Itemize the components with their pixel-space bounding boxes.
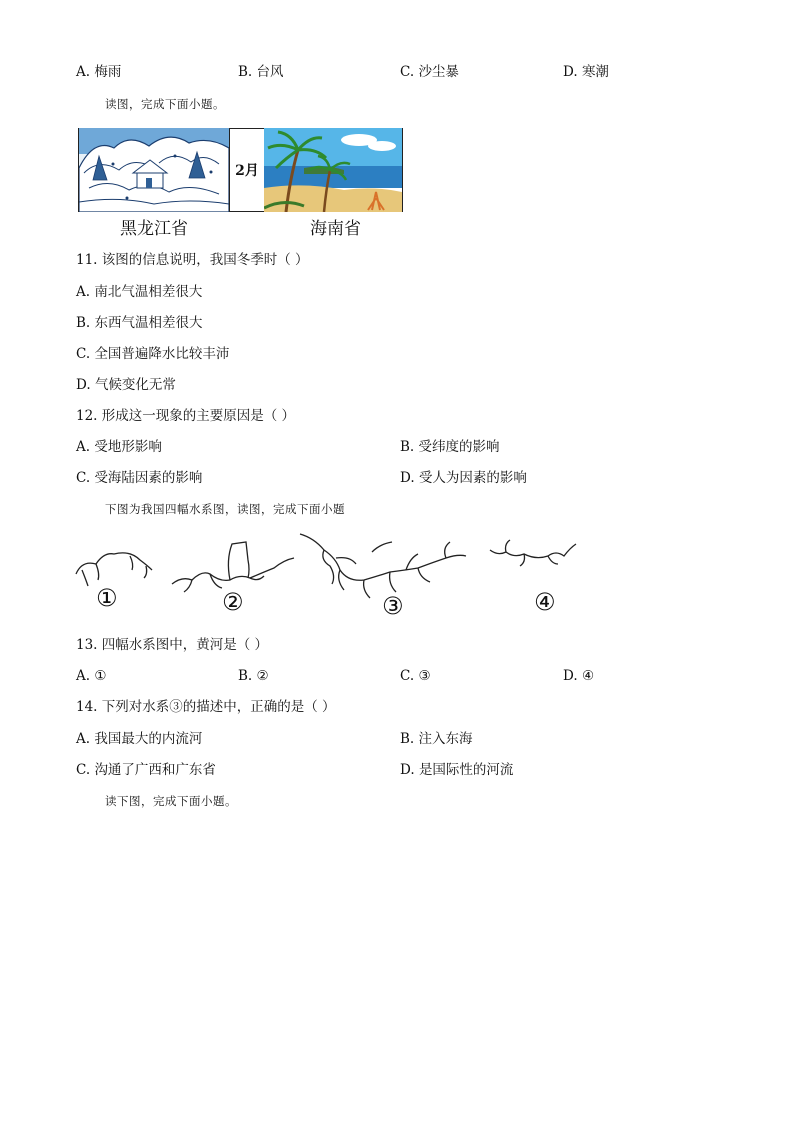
- tropical-scene-image: [264, 128, 402, 212]
- q13-option-d: D. ④: [563, 668, 595, 684]
- q11-option-d: D. 气候变化无常: [76, 377, 176, 393]
- q10-option-b: B. 台风: [238, 64, 284, 80]
- intro-text-3: 读下图，完成下面小题。: [105, 794, 237, 808]
- q12-option-c: C. 受海陆因素的影响: [76, 470, 203, 486]
- intro-text-1: 读图，完成下面小题。: [105, 97, 225, 111]
- month-label: 2月: [229, 128, 265, 212]
- q12-option-b: B. 受纬度的影响: [400, 439, 500, 455]
- q13-option-b: B. ②: [238, 668, 269, 684]
- river-systems-figure: [74, 530, 584, 625]
- river-label-3: ③: [382, 592, 404, 620]
- caption-heilongjiang: 黑龙江省: [120, 219, 188, 239]
- question-14-stem: 14. 下列对水系③的描述中，正确的是（ ）: [76, 699, 336, 715]
- q14-option-a: A. 我国最大的内流河: [76, 731, 203, 747]
- q14-option-b: B. 注入东海: [400, 731, 473, 747]
- intro-text-2: 下图为我国四幅水系图，读图，完成下面小题: [105, 502, 345, 516]
- question-13-stem: 13. 四幅水系图中，黄河是（ ）: [76, 637, 269, 653]
- question-12-stem: 12. 形成这一现象的主要原因是（ ）: [76, 408, 296, 424]
- q11-option-a: A. 南北气温相差很大: [76, 284, 203, 300]
- q14-option-d: D. 是国际性的河流: [400, 762, 514, 778]
- river-label-1: ①: [96, 584, 118, 612]
- q14-option-c: C. 沟通了广西和广东省: [76, 762, 216, 778]
- q13-option-c: C. ③: [400, 668, 431, 684]
- q13-option-a: A. ①: [76, 668, 107, 684]
- q11-option-b: B. 东西气温相差很大: [76, 315, 203, 331]
- river-label-2: ②: [222, 588, 244, 616]
- q11-option-c: C. 全国普遍降水比较丰沛: [76, 346, 230, 362]
- river-label-4: ④: [534, 588, 556, 616]
- q10-option-c: C. 沙尘暴: [400, 64, 459, 80]
- q12-option-d: D. 受人为因素的影响: [400, 470, 527, 486]
- climate-comparison-figure: [78, 128, 403, 239]
- question-11-stem: 11. 该图的信息说明，我国冬季时（ ）: [76, 252, 309, 268]
- q10-option-d: D. 寒潮: [563, 64, 609, 80]
- q12-option-a: A. 受地形影响: [76, 439, 162, 455]
- snow-scene-image: [79, 128, 229, 212]
- q10-option-a: A. 梅雨: [76, 64, 122, 80]
- caption-hainan: 海南省: [310, 219, 361, 239]
- river-sketches: [74, 530, 584, 625]
